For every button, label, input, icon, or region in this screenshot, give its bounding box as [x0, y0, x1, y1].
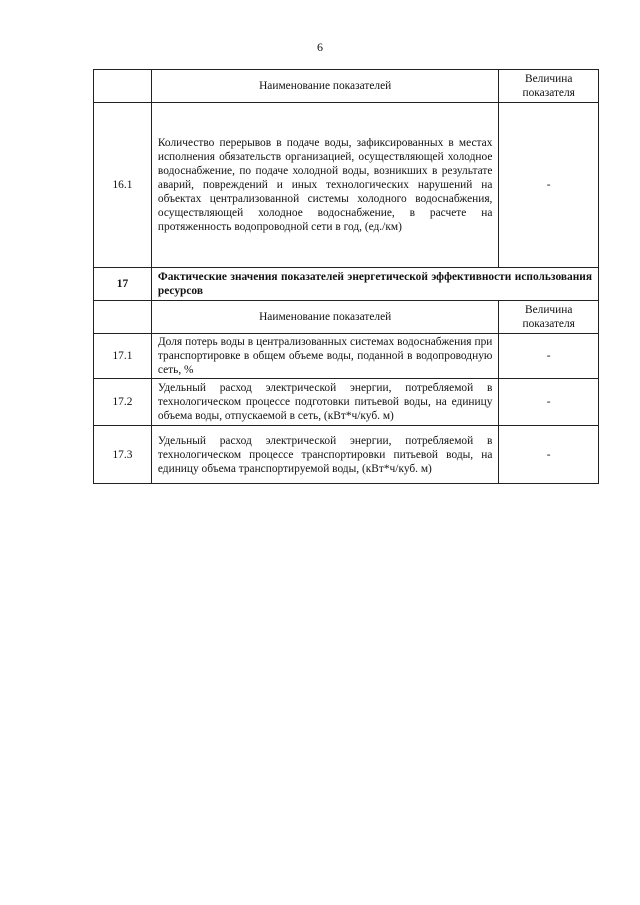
row-number: 17.3 — [94, 426, 152, 484]
section-number: 17 — [94, 268, 152, 301]
row-value: - — [499, 103, 599, 268]
row-value: - — [499, 379, 599, 426]
table-row — [94, 103, 599, 268]
indicators-table — [93, 69, 599, 484]
header-value-cell: Величина показателя — [499, 301, 599, 334]
header-name-cell: Наименование показателей — [151, 301, 499, 334]
row-number: 17.2 — [94, 379, 152, 426]
header-value-cell: Величина показателя — [499, 70, 599, 103]
row-name: Количество перерывов в подаче воды, зафиксированных в местах исполнения обязательств организацией, осуществляющей холодное водоснабжение, по подаче холодной воды, возникших в результате аварий, повреждений и иных технологических нарушений на объектах централизованной системы холодного водоснабжения, осуществляющей холодное водоснабжение, в расчете на протяженность водопроводной сети в год, (ед./км) — [151, 103, 499, 268]
table-row — [94, 379, 599, 426]
table-row — [94, 426, 599, 484]
row-number: 16.1 — [94, 103, 152, 268]
table-header-row — [94, 70, 599, 103]
section-row — [94, 268, 599, 301]
row-value: - — [499, 334, 599, 379]
row-name: Удельный расход электрической энергии, потребляемой в технологическом процессе подготовки питьевой воды, на единицу объема воды, отпускаемой в сеть, (кВт*ч/куб. м) — [151, 379, 499, 426]
table-header-row — [94, 301, 599, 334]
header-name-cell: Наименование показателей — [151, 70, 499, 103]
row-number: 17.1 — [94, 334, 152, 379]
row-value: - — [499, 426, 599, 484]
section-title: Фактические значения показателей энергетической эффективности использования ресурсов — [151, 268, 598, 301]
row-name: Удельный расход электрической энергии, потребляемой в технологическом процессе транспортировки питьевой воды, на единицу объема транспортируемой воды, (кВт*ч/куб. м) — [151, 426, 499, 484]
page-number: 6 — [317, 40, 323, 54]
header-number-cell — [94, 301, 152, 334]
header-number-cell — [94, 70, 152, 103]
row-name: Доля потерь воды в централизованных системах водоснабжения при транспортировке в общем объеме воды, поданной в водопроводную сеть, % — [151, 334, 499, 379]
table-row — [94, 334, 599, 379]
